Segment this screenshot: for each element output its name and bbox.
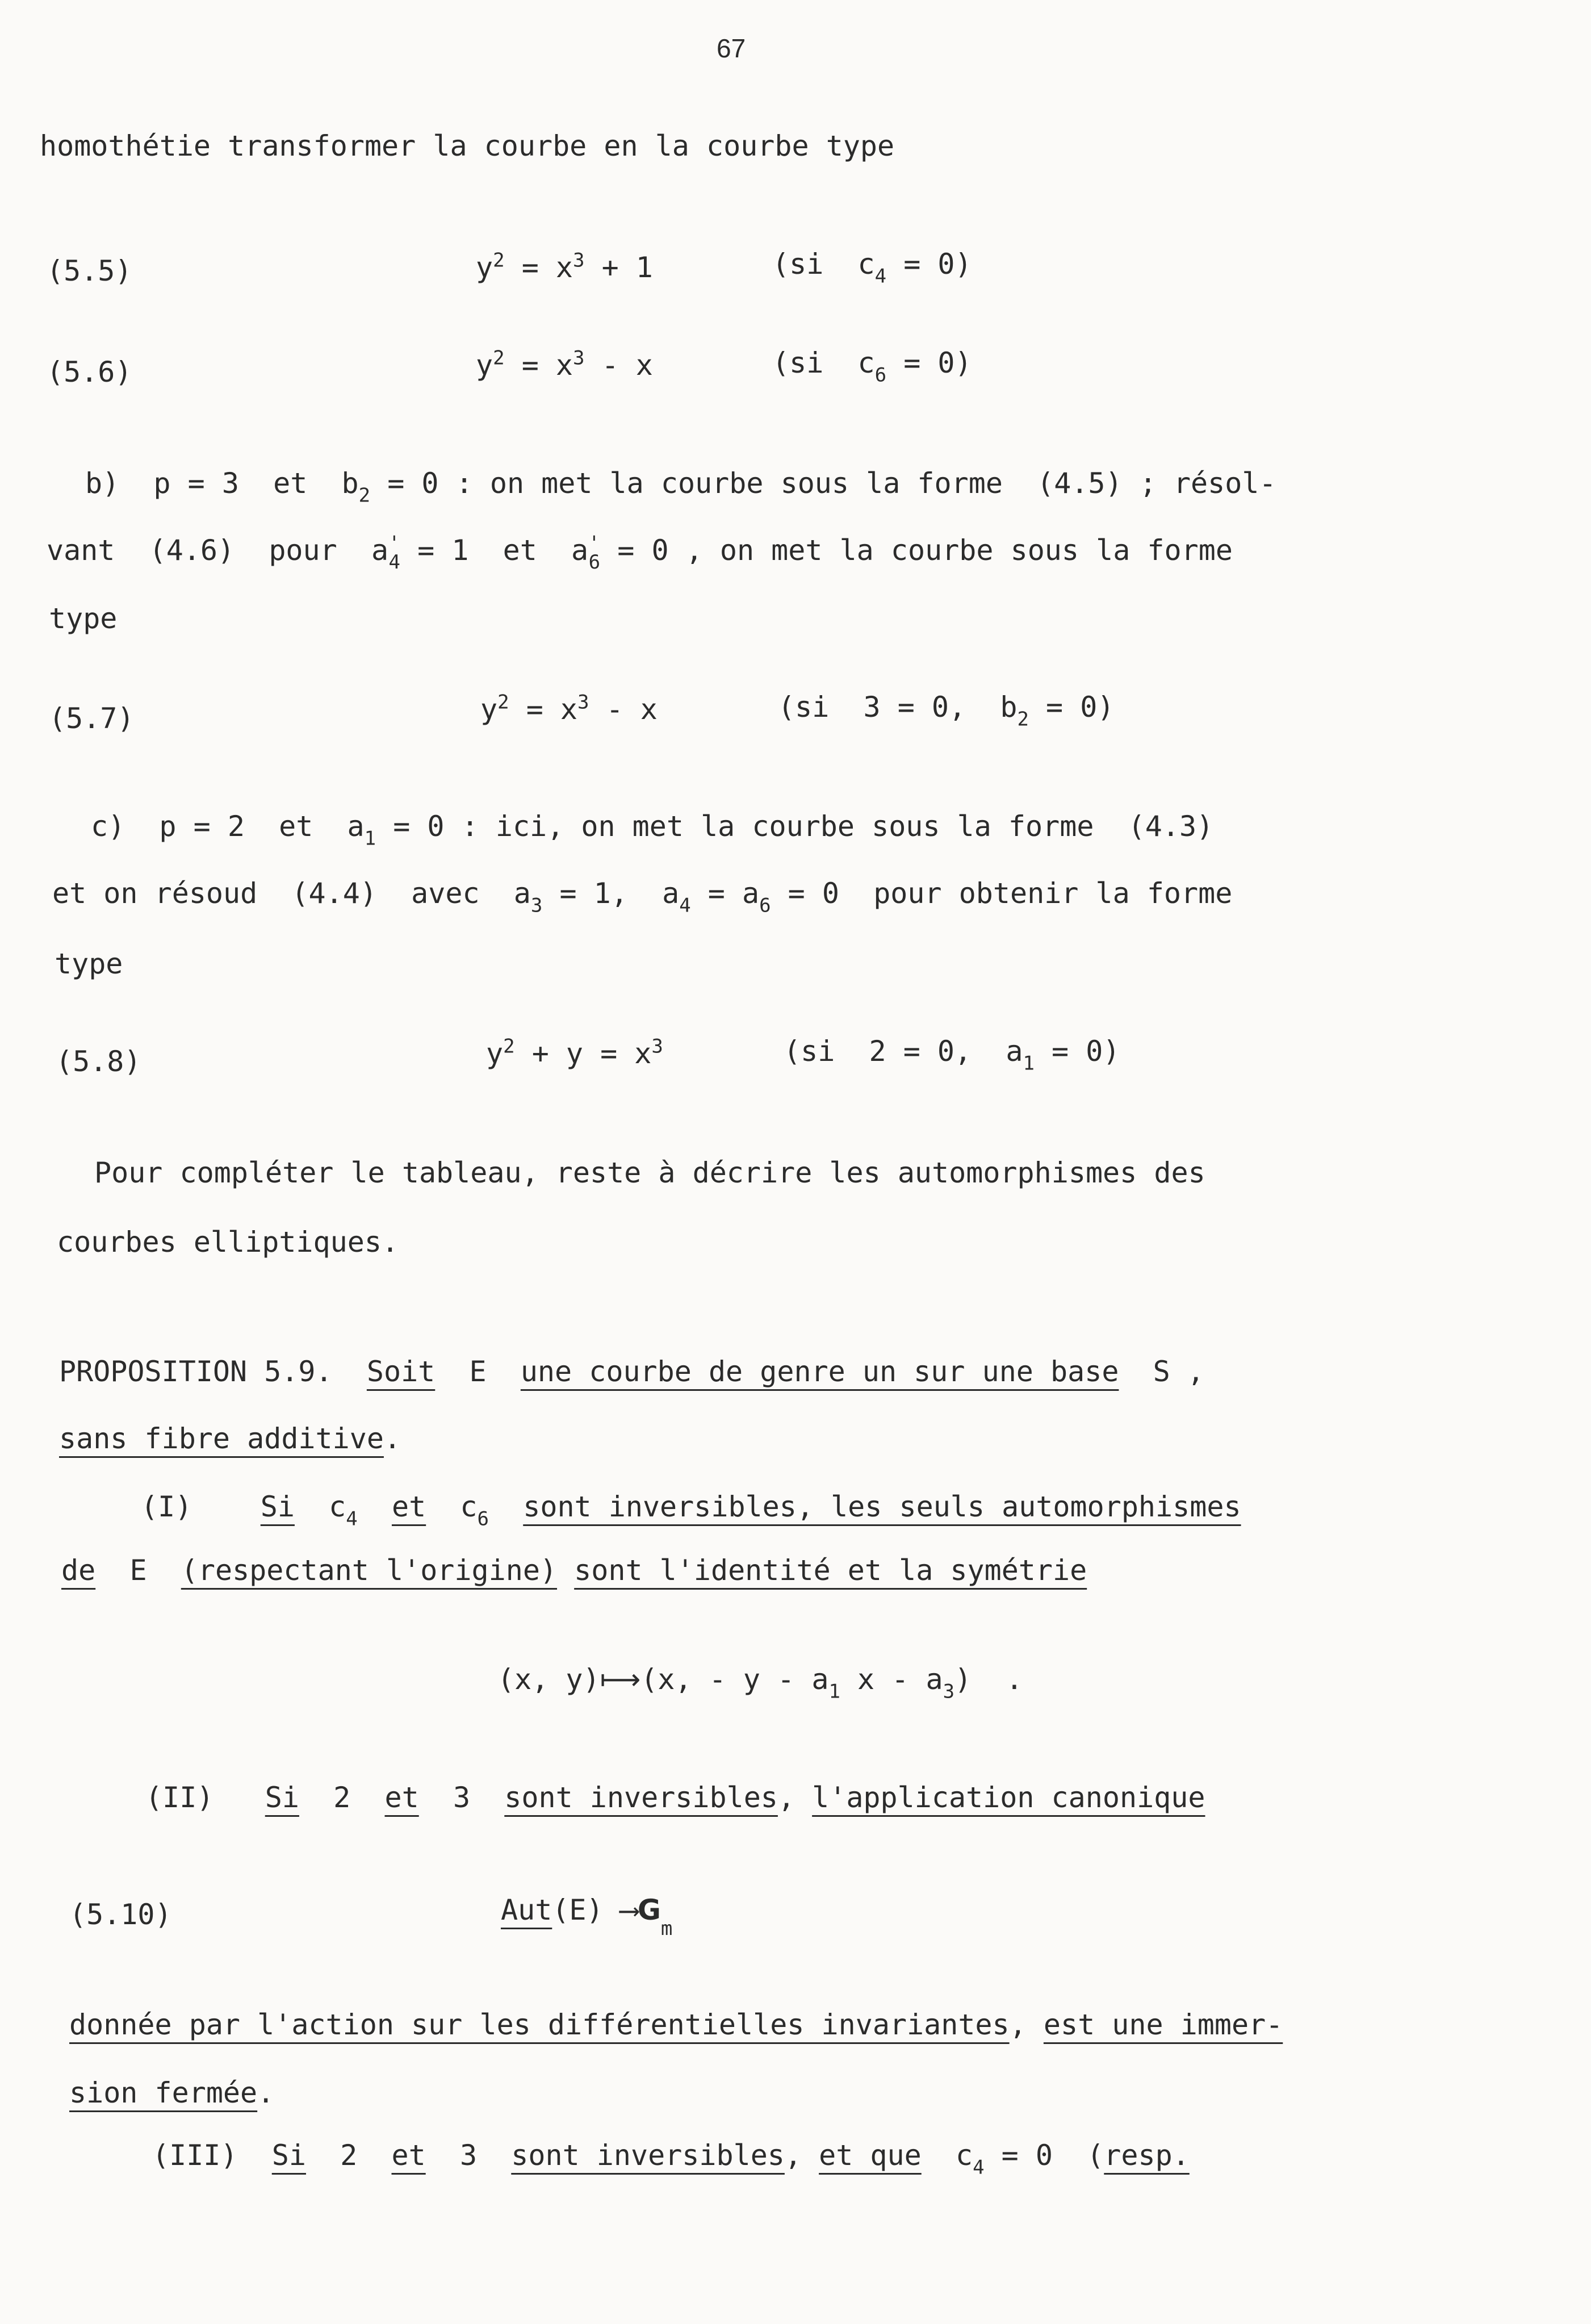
- proposition-item-I-line-2: de E (respectant l'origine) sont l'identité et la symétrie: [61, 1554, 1087, 1587]
- paragraph-pour-line-1: Pour compléter le tableau, reste à décrire les automorphismes des: [94, 1156, 1205, 1189]
- paragraph-b-line-3: type: [49, 602, 118, 635]
- proposition-heading-line: PROPOSITION 5.9. Soit E une courbe de genre un sur une base S ,: [59, 1355, 1204, 1388]
- equation-5-8: $y^2 + y = x^3$: [486, 1035, 663, 1070]
- condition-5-5: (si $c_4 = 0$): [772, 248, 972, 288]
- equation-label-5-10: (5.10): [69, 1898, 172, 1931]
- equation-5-10: Aut(E) $⟶G_m$: [501, 1894, 673, 1941]
- paragraph-b-line-2: vant (4.6) pour $a'_4 = 1$ et $a'_6 = 0$ , on met la courbe sous la forme: [47, 532, 1233, 574]
- symmetry-map: (x, y)⟼(x, - y - $a_1$ x - $a_3$) .: [497, 1663, 1023, 1703]
- paragraph-c-line-3: type: [55, 947, 123, 980]
- equation-label-5-5: (5.5): [47, 254, 132, 287]
- intro-line: homothétie transformer la courbe en la courbe type: [40, 129, 895, 162]
- proposition-item-III: (III) Si 2 et 3 sont inversibles, et que $c_4 = 0$ (resp.: [152, 2139, 1190, 2179]
- proposition-item-I: (I) Si $c_4$ et $c_6$ sont inversibles, les seuls automorphismes: [141, 1490, 1241, 1531]
- paragraph-pour-line-2: courbes elliptiques.: [57, 1226, 399, 1259]
- equation-5-5: $y^2 = x^3 + 1$: [476, 249, 653, 284]
- proposition-item-II: (II) Si 2 et 3 sont inversibles, l'application canonique: [145, 1781, 1205, 1814]
- equation-5-6: $y^2 = x^3 - x$: [476, 346, 653, 382]
- equation-label-5-7: (5.7): [49, 702, 135, 735]
- paragraph-c-line-1: c) p = 2 et $a_1 = 0$ : ici, on met la courbe sous la forme (4.3): [91, 810, 1214, 850]
- proposition-item-II-line-3: sion fermée.: [69, 2076, 275, 2109]
- proposition-line-2: sans fibre additive.: [59, 1422, 401, 1455]
- condition-5-7: (si 3 = 0, $b_2 = 0$): [778, 691, 1115, 731]
- condition-5-8: (si 2 = 0, $a_1 = 0$): [784, 1035, 1120, 1075]
- paragraph-c-line-2: et on résoud (4.4) avec $a_3 = 1$, $a_4 = a_6 = 0$ pour obtenir la forme: [52, 877, 1233, 917]
- page-number: 67: [717, 34, 746, 63]
- equation-label-5-8: (5.8): [56, 1045, 141, 1078]
- equation-5-7: $y^2 = x^3 - x$: [480, 691, 658, 726]
- condition-5-6: (si $c_6 = 0$): [772, 346, 972, 387]
- proposition-item-II-line-2: donnée par l'action sur les différentielles invariantes, est une immer-: [69, 2008, 1283, 2041]
- equation-label-5-6: (5.6): [47, 356, 132, 388]
- paragraph-b-line-1: b) p = 3 et $b_2 = 0$ : on met la courbe sous la forme (4.5) ; résol-: [85, 467, 1276, 507]
